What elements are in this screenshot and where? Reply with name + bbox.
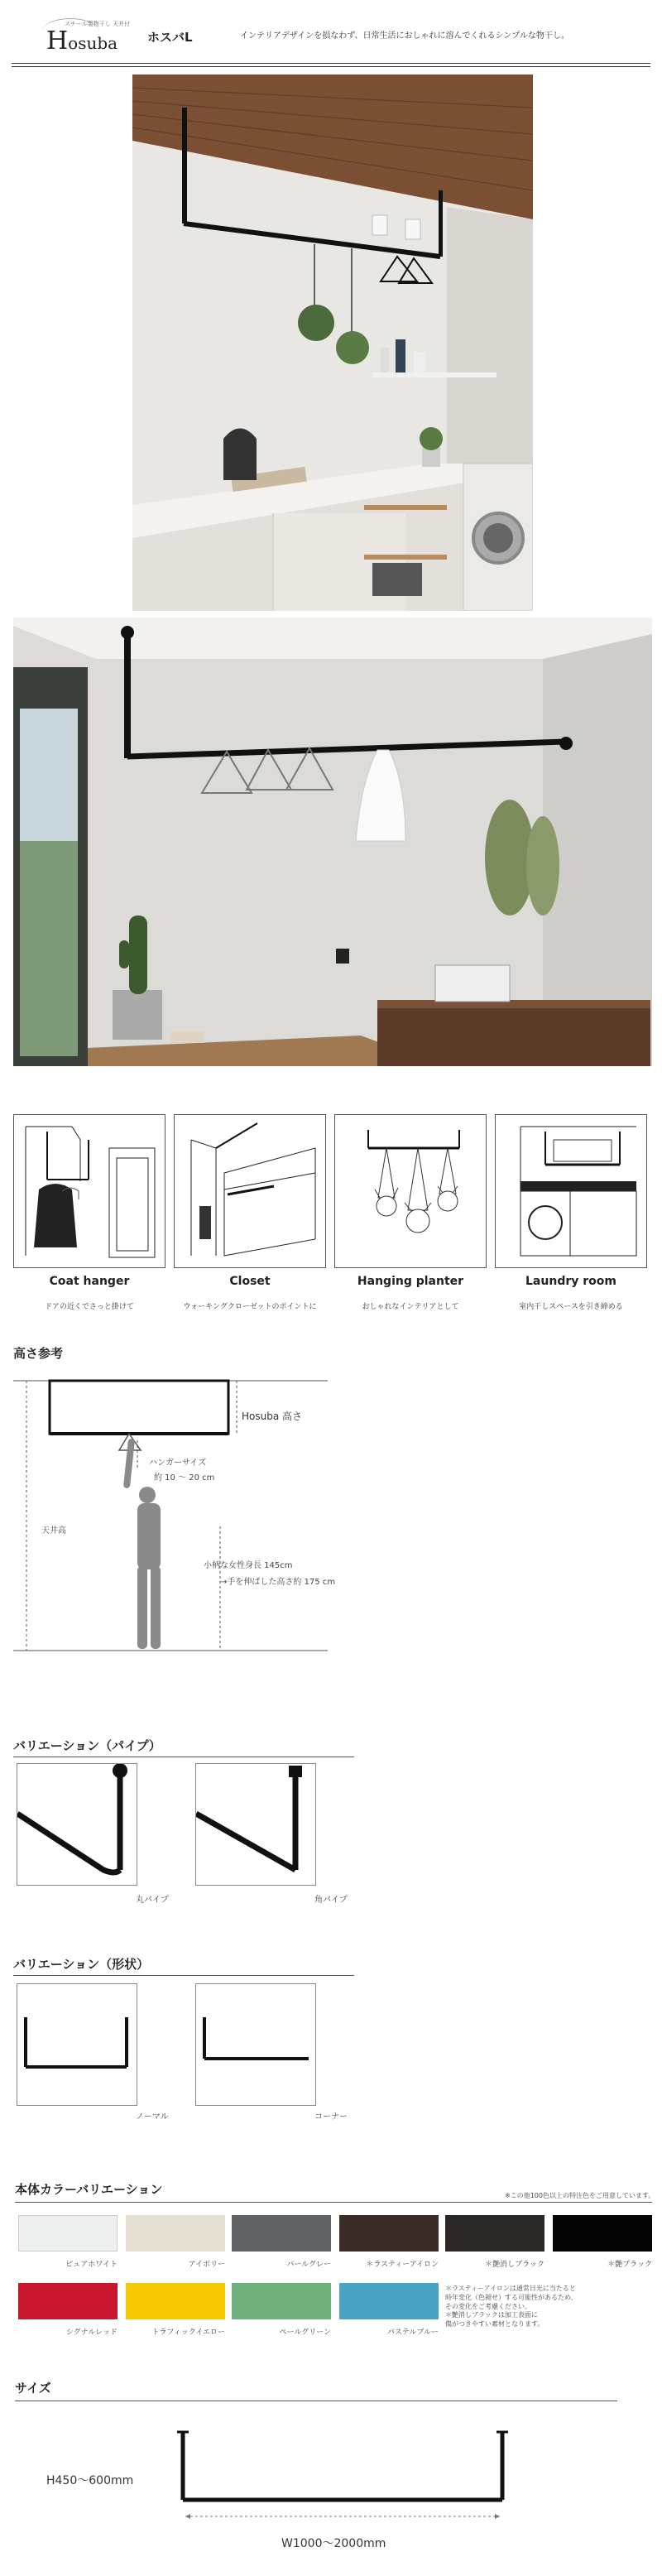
color-swatch-label: ＊艶ブラック — [607, 2261, 652, 2269]
logo — [46, 26, 118, 55]
shape-normal-thumb — [17, 1983, 137, 2106]
header-divider — [12, 63, 650, 64]
color-swatch-label: ペールグリーン — [279, 2328, 331, 2337]
section-divider — [15, 2202, 652, 2203]
shape-corner-label: コーナー — [314, 2112, 348, 2122]
logo-rest: osuba — [68, 33, 118, 53]
hosuba-height-label: Hosuba 高さ — [242, 1411, 303, 1422]
shape-variation-title: バリエーション（形状） — [13, 1957, 150, 1972]
color-remark — [445, 2285, 578, 2329]
size-title: サイズ — [15, 2381, 51, 2396]
usage-desc: ウォーキングクローゼットのポイントに — [183, 1303, 317, 1311]
color-swatch-label: パステルブルー — [386, 2328, 439, 2337]
hanger-size-label: ハンガーサイズ — [149, 1459, 207, 1468]
color-swatch — [126, 2215, 225, 2252]
ceiling-height-label: 天井高 — [41, 1526, 66, 1536]
custom-color-note: ※この他100色以上の特注色をご用意しています。 — [505, 2192, 655, 2199]
logo-tagline: スチール製物干し 天井付 — [65, 21, 130, 27]
usage-title: Hanging planter — [357, 1275, 464, 1288]
header-divider-2 — [12, 66, 650, 67]
color-swatch — [18, 2215, 118, 2252]
color-remark-line: その変化をご考慮ください。 — [445, 2302, 531, 2310]
section-divider — [13, 1975, 354, 1976]
color-swatch — [445, 2215, 544, 2252]
product-photo-laundry-counter — [132, 74, 533, 611]
color-swatch-label: パールグレー — [286, 2261, 331, 2269]
usage-title: Closet — [229, 1275, 271, 1288]
color-swatch — [126, 2283, 225, 2319]
usage-card-closet — [174, 1114, 326, 1268]
usage-card-laundry-room — [495, 1114, 647, 1268]
height-ref-title: 高さ参考 — [13, 1346, 64, 1361]
pipe-square-thumb — [195, 1763, 316, 1886]
reach-height-label: →手を伸ばした高さ約 175 cm — [220, 1578, 336, 1587]
color-swatch-label: ピュアホワイト — [65, 2261, 118, 2269]
page-header — [0, 0, 662, 66]
usage-title: Laundry room — [525, 1275, 616, 1288]
color-swatch — [553, 2215, 652, 2252]
logo-initial: H — [46, 26, 69, 55]
color-swatch-label: シグナルレッド — [65, 2328, 118, 2337]
size-diagram — [166, 2424, 530, 2531]
usage-desc: ドアの近くでさっと掛けて — [45, 1303, 134, 1311]
usage-card-coat-hanger — [13, 1114, 166, 1268]
color-swatch — [232, 2215, 331, 2252]
pipe-round-thumb — [17, 1763, 137, 1886]
tagline: インテリアデザインを損なわず、日常生活におしゃれに溶んでくれるシンプルな物干し。 — [240, 31, 569, 41]
shape-corner-thumb — [195, 1983, 316, 2106]
color-remark-line: 傷がつきやすい素材となります。 — [445, 2320, 544, 2328]
color-swatch — [339, 2283, 439, 2319]
color-swatch-label: トラフィックイエロー — [151, 2328, 225, 2337]
shape-normal-label: ノーマル — [136, 2112, 169, 2122]
size-height-label: H450～600mm — [46, 2474, 134, 2487]
color-variation-title: 本体カラーバリエーション — [15, 2182, 163, 2197]
color-swatch-label: アイボリー — [188, 2261, 225, 2269]
hanger-size-value: 約 10 ～ 20 cm — [154, 1473, 215, 1483]
usage-title: Coat hanger — [49, 1275, 130, 1288]
size-width-label: W1000～2000mm — [281, 2537, 386, 2550]
color-remark-line: ＊艶消しブラックは加工表面に — [445, 2311, 538, 2319]
color-remark-line: ＊ラスティーアイロンは通常日光に当たると — [445, 2285, 576, 2292]
color-swatch-label: ＊ラスティーアイロン — [366, 2261, 439, 2269]
product-photo-laundry-room — [13, 618, 652, 1066]
person-height-label: 小柄な女性身長 145cm — [204, 1561, 293, 1570]
color-remark-line: 時年変化（色褪せ）する可能性があるため、 — [445, 2293, 578, 2301]
brand-name: ホスバL — [147, 30, 193, 45]
color-swatch — [339, 2215, 439, 2252]
pipe-variation-title: バリエーション（パイプ） — [13, 1738, 161, 1753]
usage-desc: おしゃれなインテリアとして — [362, 1303, 459, 1311]
color-swatch — [232, 2283, 331, 2319]
pipe-square-label: 角パイプ — [314, 1896, 348, 1905]
color-swatch-label: ＊艶消しブラック — [485, 2261, 544, 2269]
color-swatch — [18, 2283, 118, 2319]
usage-card-hanging-planter — [334, 1114, 487, 1268]
pipe-round-label: 丸パイプ — [136, 1896, 169, 1905]
usage-desc: 室内干しスペースを引き締める — [519, 1303, 623, 1311]
